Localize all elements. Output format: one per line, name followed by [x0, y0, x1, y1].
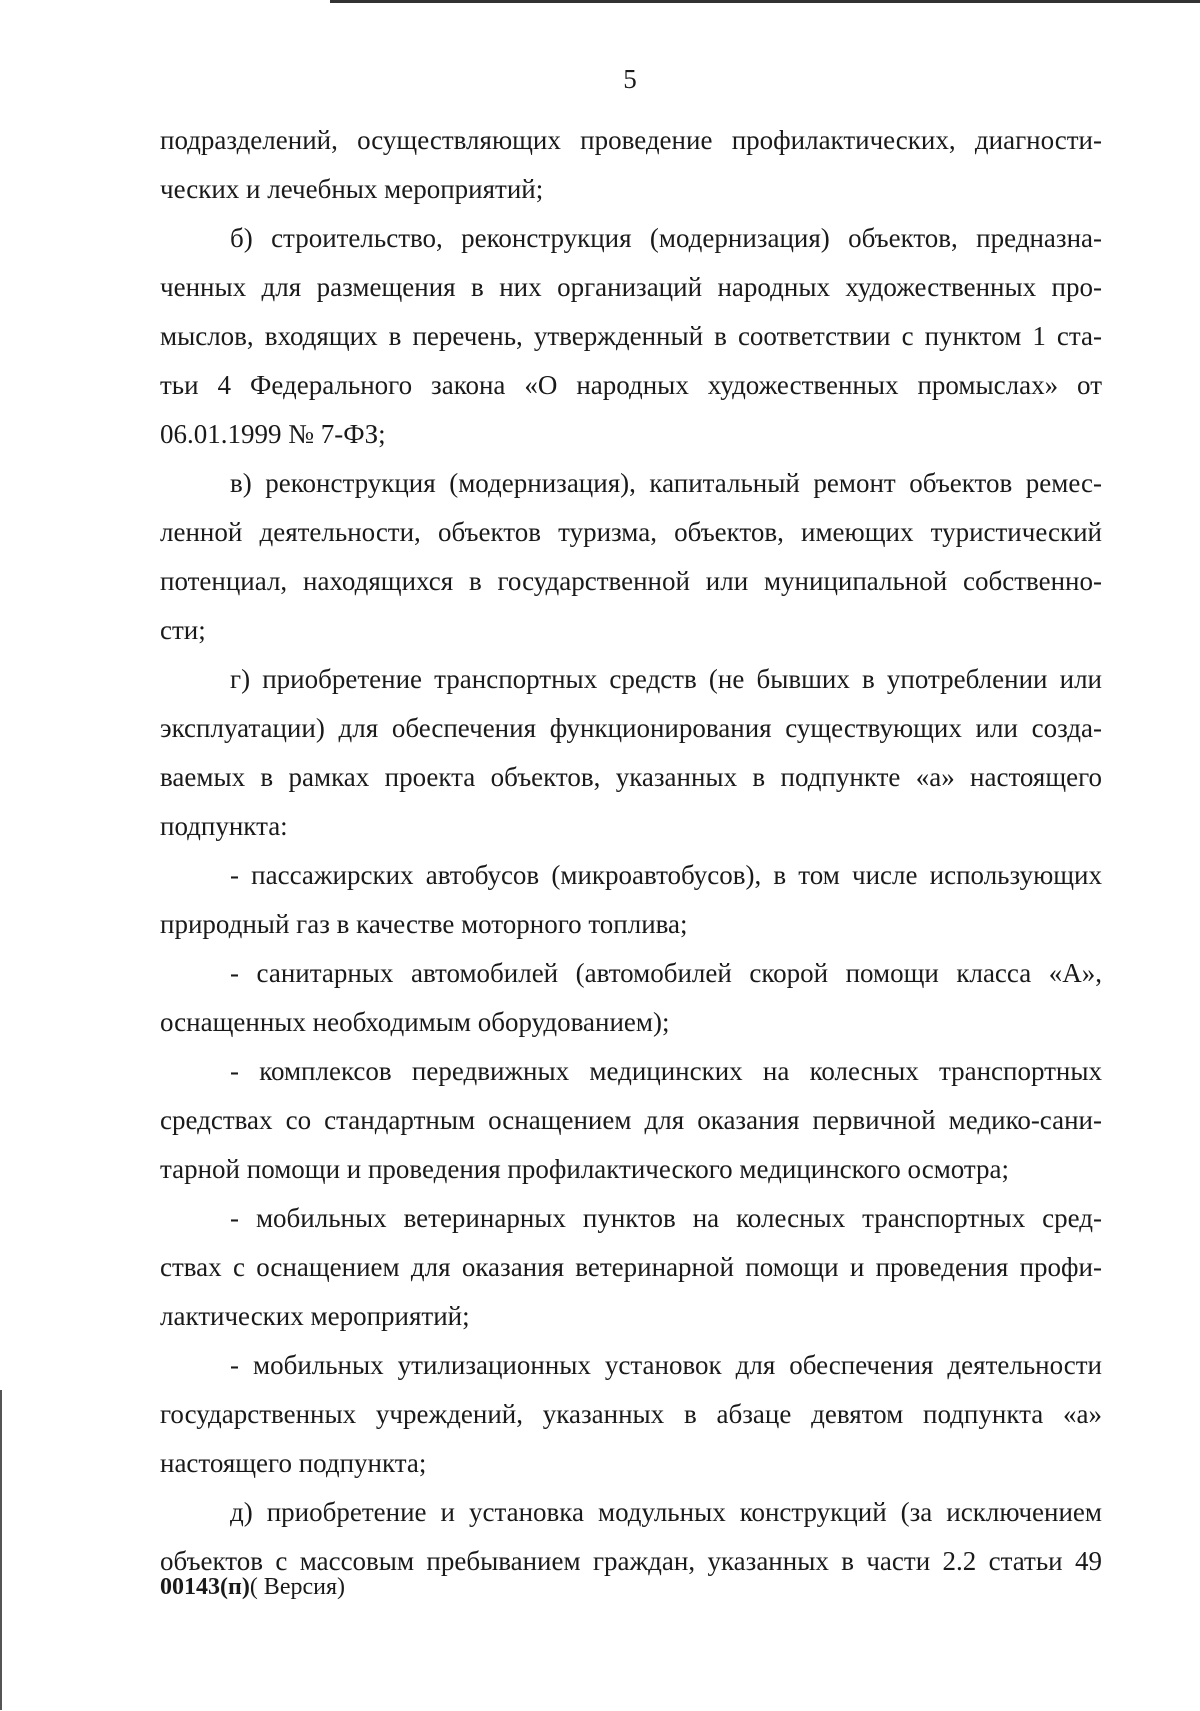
text-line: в) реконструкция (модернизация), капитальный ремонт объектов ремес- — [230, 468, 1102, 498]
text-line: 06.01.1999 № 7-ФЗ; — [160, 419, 386, 449]
text-line: тарной помощи и проведения профилактического медицинского осмотра; — [160, 1154, 1010, 1184]
paragraph — [160, 851, 1102, 949]
document-footer — [160, 1574, 345, 1601]
text-line: подразделений, осуществляющих проведение профилактических, диагности- — [160, 125, 1102, 155]
text-line: потенциал, находящихся в государственной или муниципальной собственно- — [160, 566, 1102, 596]
text-line: - санитарных автомобилей (автомобилей скорой помощи класса «А», — [230, 958, 1102, 988]
text-line: государственных учреждений, указанных в абзаце девятом подпункта «а» — [160, 1399, 1102, 1429]
document-version: ( Версия) — [249, 1574, 345, 1600]
text-line: настоящего подпункта; — [160, 1448, 427, 1478]
document-body — [160, 116, 1102, 1586]
page-number: 5 — [623, 64, 637, 94]
text-line: объектов с массовым пребыванием граждан, указанных в части 2.2 статьи 49 — [160, 1546, 1102, 1576]
paragraph — [160, 655, 1102, 851]
paragraph — [160, 1047, 1102, 1194]
top-border-line — [330, 0, 1200, 3]
text-line: ченных для размещения в них организаций народных художественных про- — [160, 272, 1102, 302]
text-line: г) приобретение транспортных средств (не бывших в употреблении или — [230, 664, 1102, 694]
text-line: д) приобретение и установка модульных конструкций (за исключением — [230, 1497, 1102, 1527]
paragraph — [160, 459, 1102, 655]
text-line: - комплексов передвижных медицинских на колесных транспортных — [230, 1056, 1102, 1086]
text-line: ваемых в рамках проекта объектов, указанных в подпункте «а» настоящего — [160, 762, 1102, 792]
text-line: подпункта: — [160, 811, 288, 841]
text-line: мыслов, входящих в перечень, утвержденный в соответствии с пунктом 1 ста- — [160, 321, 1102, 351]
text-line: оснащенных необходимым оборудованием); — [160, 1007, 670, 1037]
text-line: ческих и лечебных мероприятий; — [160, 174, 544, 204]
text-line: эксплуатации) для обеспечения функционирования существующих или созда- — [160, 713, 1102, 743]
paragraph — [160, 116, 1102, 214]
text-line: ствах с оснащением для оказания ветеринарной помощи и проведения профи- — [160, 1252, 1102, 1282]
text-line: - мобильных ветеринарных пунктов на колесных транспортных сред- — [230, 1203, 1102, 1233]
text-line: - пассажирских автобусов (микроавтобусов), в том числе использующих — [230, 860, 1102, 890]
document-code: 00143(п) — [160, 1574, 250, 1600]
paragraph — [160, 1341, 1102, 1488]
text-line: - мобильных утилизационных установок для обеспечения деятельности — [230, 1350, 1102, 1380]
text-line: ленной деятельности, объектов туризма, объектов, имеющих туристический — [160, 517, 1102, 547]
scan-edge-line — [0, 1390, 2, 1710]
text-line: природный газ в качестве моторного топлива; — [160, 909, 688, 939]
text-line: лактических мероприятий; — [160, 1301, 470, 1331]
text-line: средствах со стандартным оснащением для оказания первичной медико-сани- — [160, 1105, 1102, 1135]
paragraph — [160, 1194, 1102, 1341]
paragraph — [160, 949, 1102, 1047]
text-line: тьи 4 Федерального закона «О народных художественных промыслах» от — [160, 370, 1102, 400]
text-line: сти; — [160, 615, 206, 645]
paragraph — [160, 214, 1102, 459]
paragraph — [160, 1488, 1102, 1586]
text-line: б) строительство, реконструкция (модернизация) объектов, предназна- — [230, 223, 1102, 253]
